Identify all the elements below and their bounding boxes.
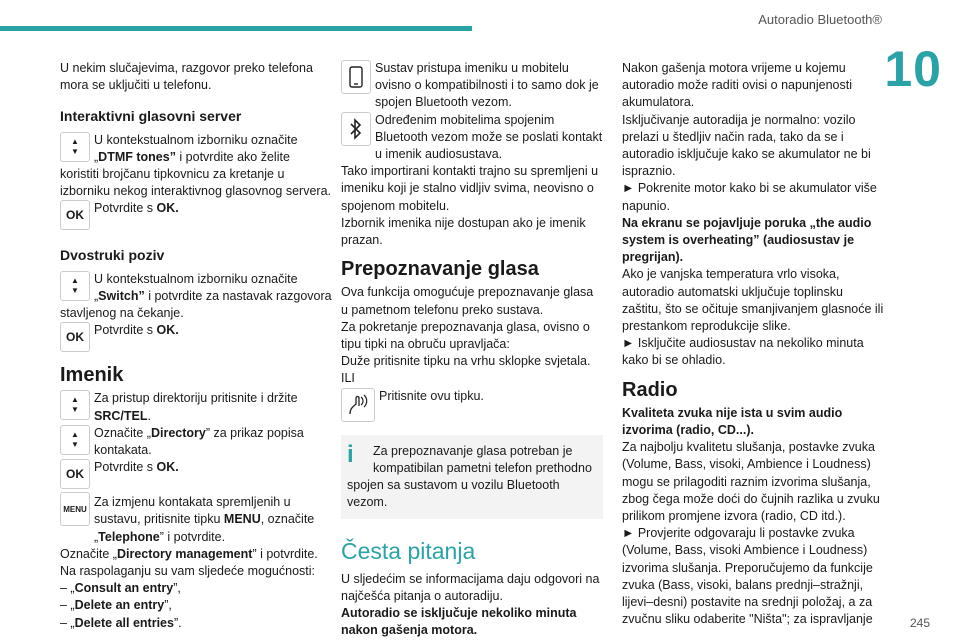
info-box: i Za prepoznavanje glasa potreban je kompatibilan pametni telefon prethodno spojen sa sustavom u vozilu Bluetooth vezom. <box>341 435 603 520</box>
directory-confirm: OK Potvrdite s OK. <box>60 459 332 492</box>
option-item: – „Consult an entry”, <box>60 581 181 596</box>
faq-question-1: Autoradio se isključuje nekoliko minuta nakon gašenja motora. <box>341 606 577 638</box>
faq-question-2: Na ekranu se pojavljuje poruka „the audio system is overheating” (audiosustav je pregrijan). <box>622 215 872 265</box>
dual-step: ▲ ▼ U kontekstualnom izborniku označite „Switch” i potvrdite za nastavak razgovora stavljenog na čekanje. <box>60 271 332 321</box>
ok-icon: OK <box>60 459 90 489</box>
heading-directory: Imenik <box>60 364 124 387</box>
phone-icon <box>341 60 371 94</box>
heading-dual-call: Dvostruki poziv <box>60 247 165 264</box>
dual-confirm: OK Potvrdite s OK. <box>60 322 332 355</box>
directory-management-text: Označite „Directory management” i potvrdite. <box>60 546 318 561</box>
answer-7: ► Provjerite odgovaraju li postavke zvuka (Volume, Bass, visoki Ambience i Loudness) izvorima slušanja. Preporučujemo da funkcije zvuka (Bass, visoki, balans prednji–stražnji, lijevi–desni) postavite na srednji položaj, a za zvučnu sliku odaberite "Ništa"; za ispravljanje <box>622 526 873 627</box>
voice-button-icon <box>341 388 375 422</box>
menu-step: MENU Za izmjenu kontakata spremljenih u sustavu, pritisnite tipku MENU, označite „Telephone” i potvrdite. <box>60 492 332 546</box>
chapter-number: 10 <box>884 41 942 97</box>
heading-faq: Česta pitanja <box>341 538 476 565</box>
voice-text-1: Ova funkcija omogućuje prepoznavanje glasa u pametnom telefonu preko sustava. <box>341 285 594 317</box>
server-step: ▲ ▼ U kontekstualnom izborniku označite „DTMF tones” i potvrdite ako želite koristiti brojčanu tipkovnicu za kretanje u izborniku nekog interaktivnog glasovnog servera. <box>60 132 331 199</box>
import-text: Tako importirani kontakti trajno su spremljeni u imeniku koji je stalno vidljiv svima, neovisno o spojenom mobitelu. <box>341 164 599 213</box>
answer-2: Isključivanje autoradija je normalno: vozilo prelazi u štedljiv način rada, tako da se i autoradio isključuje kako se akumulator ne bi ispraznio. <box>622 112 871 179</box>
info-icon: i <box>347 440 354 468</box>
voice-touch-step: Pritisnite ovu tipku. <box>341 388 603 425</box>
answer-4: Ako je vanjska temperatura vrlo visoka, autoradio automatski uključuje toplinsku zaštitu, što se očituje smanjivanjem glasnoće ili prestankom reprodukcije slike. <box>622 267 884 334</box>
column-2 <box>341 60 603 639</box>
directory-step-1: ▲ ▼ Za pristup direktoriju pritisnite i držite SRC/TEL. <box>60 390 332 424</box>
voice-text-2: Za pokretanje prepoznavanja glasa, ovisno o tipu tipki na obruču upravljača: <box>341 319 590 352</box>
bluetooth-icon <box>341 112 371 146</box>
heading-voice-recognition: Prepoznavanje glasa <box>341 258 539 281</box>
page-number: 245 <box>909 616 930 630</box>
ok-icon: OK <box>60 200 90 230</box>
bluetooth-note: Određenim mobitelima spojenim Bluetooth vezom može se poslati kontakt u imenik audiosustava. <box>341 112 603 164</box>
option-item: – „Delete an entry”, <box>60 598 172 613</box>
ok-icon: OK <box>60 322 90 352</box>
answer-1: Nakon gašenja motora vrijeme u kojemu autoradio može raditi ovisi o napunjenosti akumulatora. <box>622 61 852 110</box>
server-confirm: OK Potvrdite s OK. <box>60 200 332 233</box>
intro-text: U nekim slučajevima, razgovor preko telefona mora se uključiti u telefonu. <box>60 61 313 93</box>
empty-text: Izbornik imenika nije dostupan ako je imenik prazan. <box>341 215 586 248</box>
header-accent-bar <box>0 26 472 31</box>
voice-text-3: Duže pritisnite tipku na vrhu sklopke svjetala. <box>341 354 591 369</box>
header-title: Autoradio Bluetooth® <box>758 12 882 27</box>
option-item: – „Delete all entries”. <box>60 615 182 630</box>
heading-radio: Radio <box>622 378 678 401</box>
column-1 <box>60 60 332 632</box>
answer-5: ► Isključite audiosustav na nekoliko minuta kako bi se ohladio. <box>622 336 864 368</box>
up-down-arrows-icon: ▲ ▼ <box>60 390 90 420</box>
directory-step-2: ▲ ▼ Označite „Directory” za prikaz popisa kontakata. <box>60 425 332 459</box>
faq-intro: U sljedećim se informacijama daju odgovori na najčešća pitanja o autoradiju. <box>341 571 600 603</box>
up-down-arrows-icon: ▲ ▼ <box>60 425 90 455</box>
heading-voice-server: Interaktivni glasovni server <box>60 108 242 125</box>
column-3 <box>622 60 884 629</box>
up-down-arrows-icon: ▲ ▼ <box>60 132 90 162</box>
up-down-arrows-icon: ▲ ▼ <box>60 271 90 301</box>
answer-3: ► Pokrenite motor kako bi se akumulator više napunio. <box>622 181 877 213</box>
voice-or: ILI <box>341 371 355 386</box>
faq-question-3: Kvaliteta zvuka nije ista u svim audio izvorima (radio, CD...). <box>622 405 843 438</box>
answer-6: Za najbolju kvalitetu slušanja, postavke zvuka (Volume, Bass, visoki, Ambience i Loudness) mogu se prilagoditi raznim izvorima slušanja, zbog čega može doći do čujnih razlika u zvuku prilikom promjene izvora (radio, CD itd.). <box>622 440 880 524</box>
options-intro: Na raspolaganju su vam sljedeće mogućnosti: <box>60 564 315 579</box>
usb-phone-note: Sustav pristupa imeniku u mobitelu ovisno o kompatibilnosti i to samo dok je spojen Bluetooth vezom. <box>341 60 603 112</box>
menu-icon: MENU <box>60 492 90 526</box>
